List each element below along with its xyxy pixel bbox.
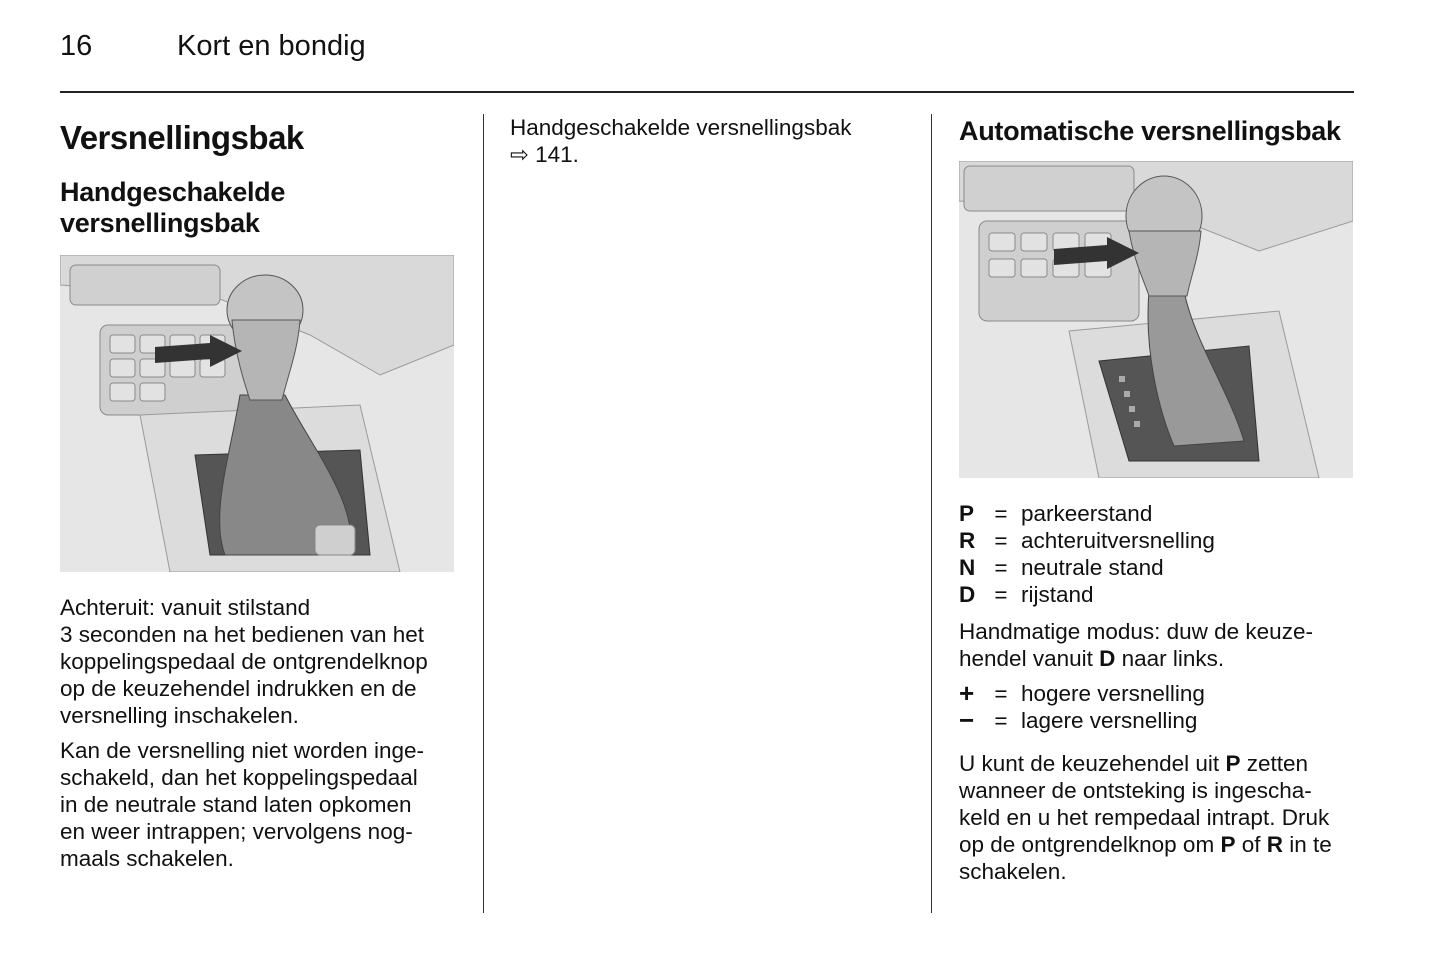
subheading-line-2: versnellingsbak — [60, 208, 260, 238]
legend-label: achteruitversnelling — [1021, 528, 1215, 553]
text-bold: D — [1099, 646, 1116, 671]
legend-key: P — [959, 501, 975, 526]
paragraph-line: wanneer de ontsteking is ingescha- — [959, 778, 1312, 803]
legend-key: R — [959, 528, 976, 553]
release-paragraph — [959, 750, 1355, 885]
minus-icon: − — [959, 705, 975, 735]
legend-label: lagere versnelling — [1021, 708, 1198, 733]
paragraph-line: schakelen. — [959, 859, 1067, 884]
legend-equals: = — [994, 708, 1008, 733]
reference-page: 141. — [535, 142, 579, 167]
legend-equals: = — [994, 528, 1008, 553]
legend-row — [959, 680, 1355, 707]
legend-equals: = — [994, 555, 1008, 580]
legend-key: N — [959, 555, 976, 580]
text-bold: P — [1225, 751, 1241, 776]
paragraph-line: maals schakelen. — [60, 846, 234, 871]
text-run: zetten — [1240, 751, 1308, 776]
plus-icon: + — [959, 678, 975, 708]
subheading-line-1: Handgeschakelde — [60, 177, 286, 207]
paragraph-retry — [60, 737, 456, 872]
legend-row — [959, 500, 1355, 527]
paragraph-line — [959, 750, 1355, 777]
reference-link[interactable] — [510, 141, 900, 168]
legend-key: D — [959, 582, 976, 607]
manual-gear-lever-figure — [60, 255, 454, 572]
column-manual — [60, 114, 456, 872]
shift-legend — [959, 680, 1355, 734]
legend-row — [959, 581, 1355, 608]
page-heading: Versnellingsbak — [60, 119, 304, 156]
manual-mode-paragraph — [959, 618, 1355, 672]
paragraph-line: koppelingspedaal de ontgrendelknop — [60, 649, 428, 674]
text-run: op de ontgrendelknop om — [959, 832, 1221, 857]
legend-row — [959, 527, 1355, 554]
paragraph-reverse — [60, 594, 456, 729]
paragraph-line: Handmatige modus: duw de keuze- — [959, 619, 1313, 644]
paragraph-line — [959, 831, 1355, 858]
paragraph-line: keld en u het rempedaal intrapt. Druk — [959, 805, 1330, 830]
paragraph-line: Kan de versnelling niet worden inge- — [60, 738, 424, 763]
column-automatic — [959, 114, 1355, 885]
text-run: U kunt de keuzehendel uit — [959, 751, 1226, 776]
page-number: 16 — [60, 30, 93, 62]
legend-equals: = — [994, 582, 1008, 607]
column-reference — [510, 114, 900, 168]
column-divider-2 — [931, 114, 932, 913]
arrow-right-icon: ⇨ — [510, 142, 529, 167]
automatic-gear-lever-figure — [959, 161, 1353, 478]
legend-equals: = — [994, 501, 1008, 526]
legend-row — [959, 707, 1355, 734]
subheading — [60, 177, 456, 239]
column-divider-1 — [483, 114, 484, 913]
paragraph-line — [959, 645, 1355, 672]
paragraph-line: 3 seconden na het bedienen van het — [60, 622, 425, 647]
header-rule — [60, 91, 1354, 93]
section-title: Kort en bondig — [177, 30, 366, 62]
text-run: of — [1235, 832, 1267, 857]
text-run: hendel vanuit — [959, 646, 1100, 671]
paragraph-line: versnelling inschakelen. — [60, 703, 299, 728]
paragraph-line: op de keuzehendel indrukken en de — [60, 676, 417, 701]
legend-row — [959, 554, 1355, 581]
text-run: in te — [1283, 832, 1332, 857]
legend-label: parkeerstand — [1021, 501, 1153, 526]
legend-label: neutrale stand — [1021, 555, 1164, 580]
automatic-heading: Automatische versnellingsbak — [959, 116, 1341, 146]
paragraph-line: en weer intrappen; vervolgens nog- — [60, 819, 413, 844]
reference-text: Handgeschakelde versnellingsbak — [510, 115, 852, 140]
paragraph-line: Achteruit: vanuit stilstand — [60, 595, 311, 620]
paragraph-line: in de neutrale stand laten opkomen — [60, 792, 412, 817]
paragraph-line: schakeld, dan het koppelingspedaal — [60, 765, 418, 790]
text-run: naar links. — [1115, 646, 1225, 671]
legend-label: hogere versnelling — [1021, 681, 1205, 706]
gear-position-legend — [959, 500, 1355, 608]
text-bold: R — [1266, 832, 1283, 857]
text-bold: P — [1220, 832, 1236, 857]
legend-label: rijstand — [1021, 582, 1094, 607]
legend-equals: = — [994, 681, 1008, 706]
